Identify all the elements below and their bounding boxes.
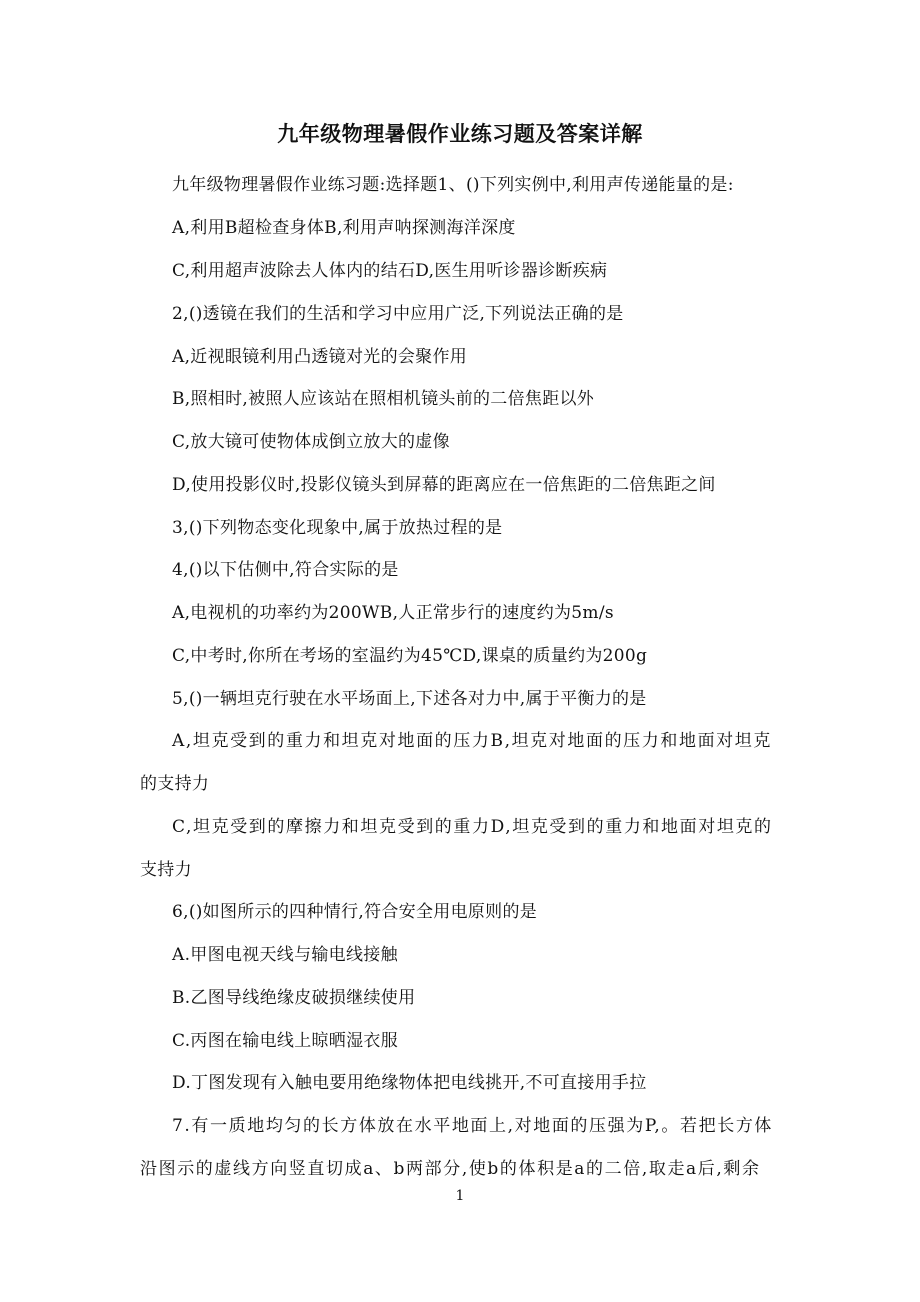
document-title: 九年级物理暑假作业练习题及答案详解 [277, 121, 643, 146]
question-5-options-ab: A,坦克受到的重力和坦克对地面的压力B,坦克对地面的压力和地面对坦克 [172, 731, 772, 751]
question-5-options-cd-continued: 支持力 [140, 860, 192, 880]
question-1-options-cd: C,利用超声波除去人体内的结石D,医生用听诊器诊断疾病 [172, 261, 608, 281]
question-5-options-cd: C,坦克受到的摩擦力和坦克受到的重力D,坦克受到的重力和地面对坦克的 [172, 817, 773, 837]
question-2-option-d: D,使用投影仪时,投影仪镜头到屏幕的距离应在一倍焦距的二倍焦距之间 [172, 475, 716, 495]
question-3-stem: 3,()下列物态变化现象中,属于放热过程的是 [172, 518, 503, 538]
question-1-options-ab: A,利用B超检查身体B,利用声呐探测海洋深度 [172, 218, 516, 238]
question-2-stem: 2,()透镜在我们的生活和学习中应用广泛,下列说法正确的是 [172, 304, 624, 324]
question-4-stem: 4,()以下估侧中,符合实际的是 [172, 560, 399, 580]
question-4-options-cd: C,中考时,你所在考场的室温约为45℃D,课桌的质量约为200g [172, 646, 648, 666]
question-6-option-b: B.乙图导线绝缘皮破损继续使用 [172, 988, 416, 1008]
question-6-option-a: A.甲图电视天线与输电线接触 [172, 945, 398, 965]
question-6-option-d: D.丁图发现有入触电要用绝缘物体把电线挑开,不可直接用手拉 [172, 1073, 647, 1093]
page-number: 1 [455, 1188, 465, 1204]
question-4-options-ab: A,电视机的功率约为200WB,人正常步行的速度约为5m/s [172, 603, 614, 623]
question-6-option-c: C.丙图在输电线上晾晒湿衣服 [172, 1031, 399, 1051]
question-5-stem: 5,()一辆坦克行驶在水平场面上,下述各对力中,属于平衡力的是 [172, 689, 647, 709]
question-6-stem: 6,()如图所示的四种情行,符合安全用电原则的是 [172, 902, 538, 922]
question-5-options-ab-continued: 的支持力 [140, 774, 210, 794]
question-7-stem-continued: 沿图示的虚线方向竖直切成a、b两部分,使b的体积是a的二倍,取走a后,剩余 [140, 1159, 761, 1179]
question-2-option-c: C,放大镜可使物体成倒立放大的虚像 [172, 432, 450, 452]
question-2-option-a: A,近视眼镜利用凸透镜对光的会聚作用 [172, 347, 468, 367]
question-2-option-b: B,照相时,被照人应该站在照相机镜头前的二倍焦距以外 [172, 389, 595, 409]
question-7-stem: 7.有一质地均匀的长方体放在水平地面上,对地面的压强为P,。若把长方体 [172, 1116, 774, 1136]
question-1-stem: 九年级物理暑假作业练习题:选择题1、()下列实例中,利用声传递能量的是: [172, 175, 734, 195]
